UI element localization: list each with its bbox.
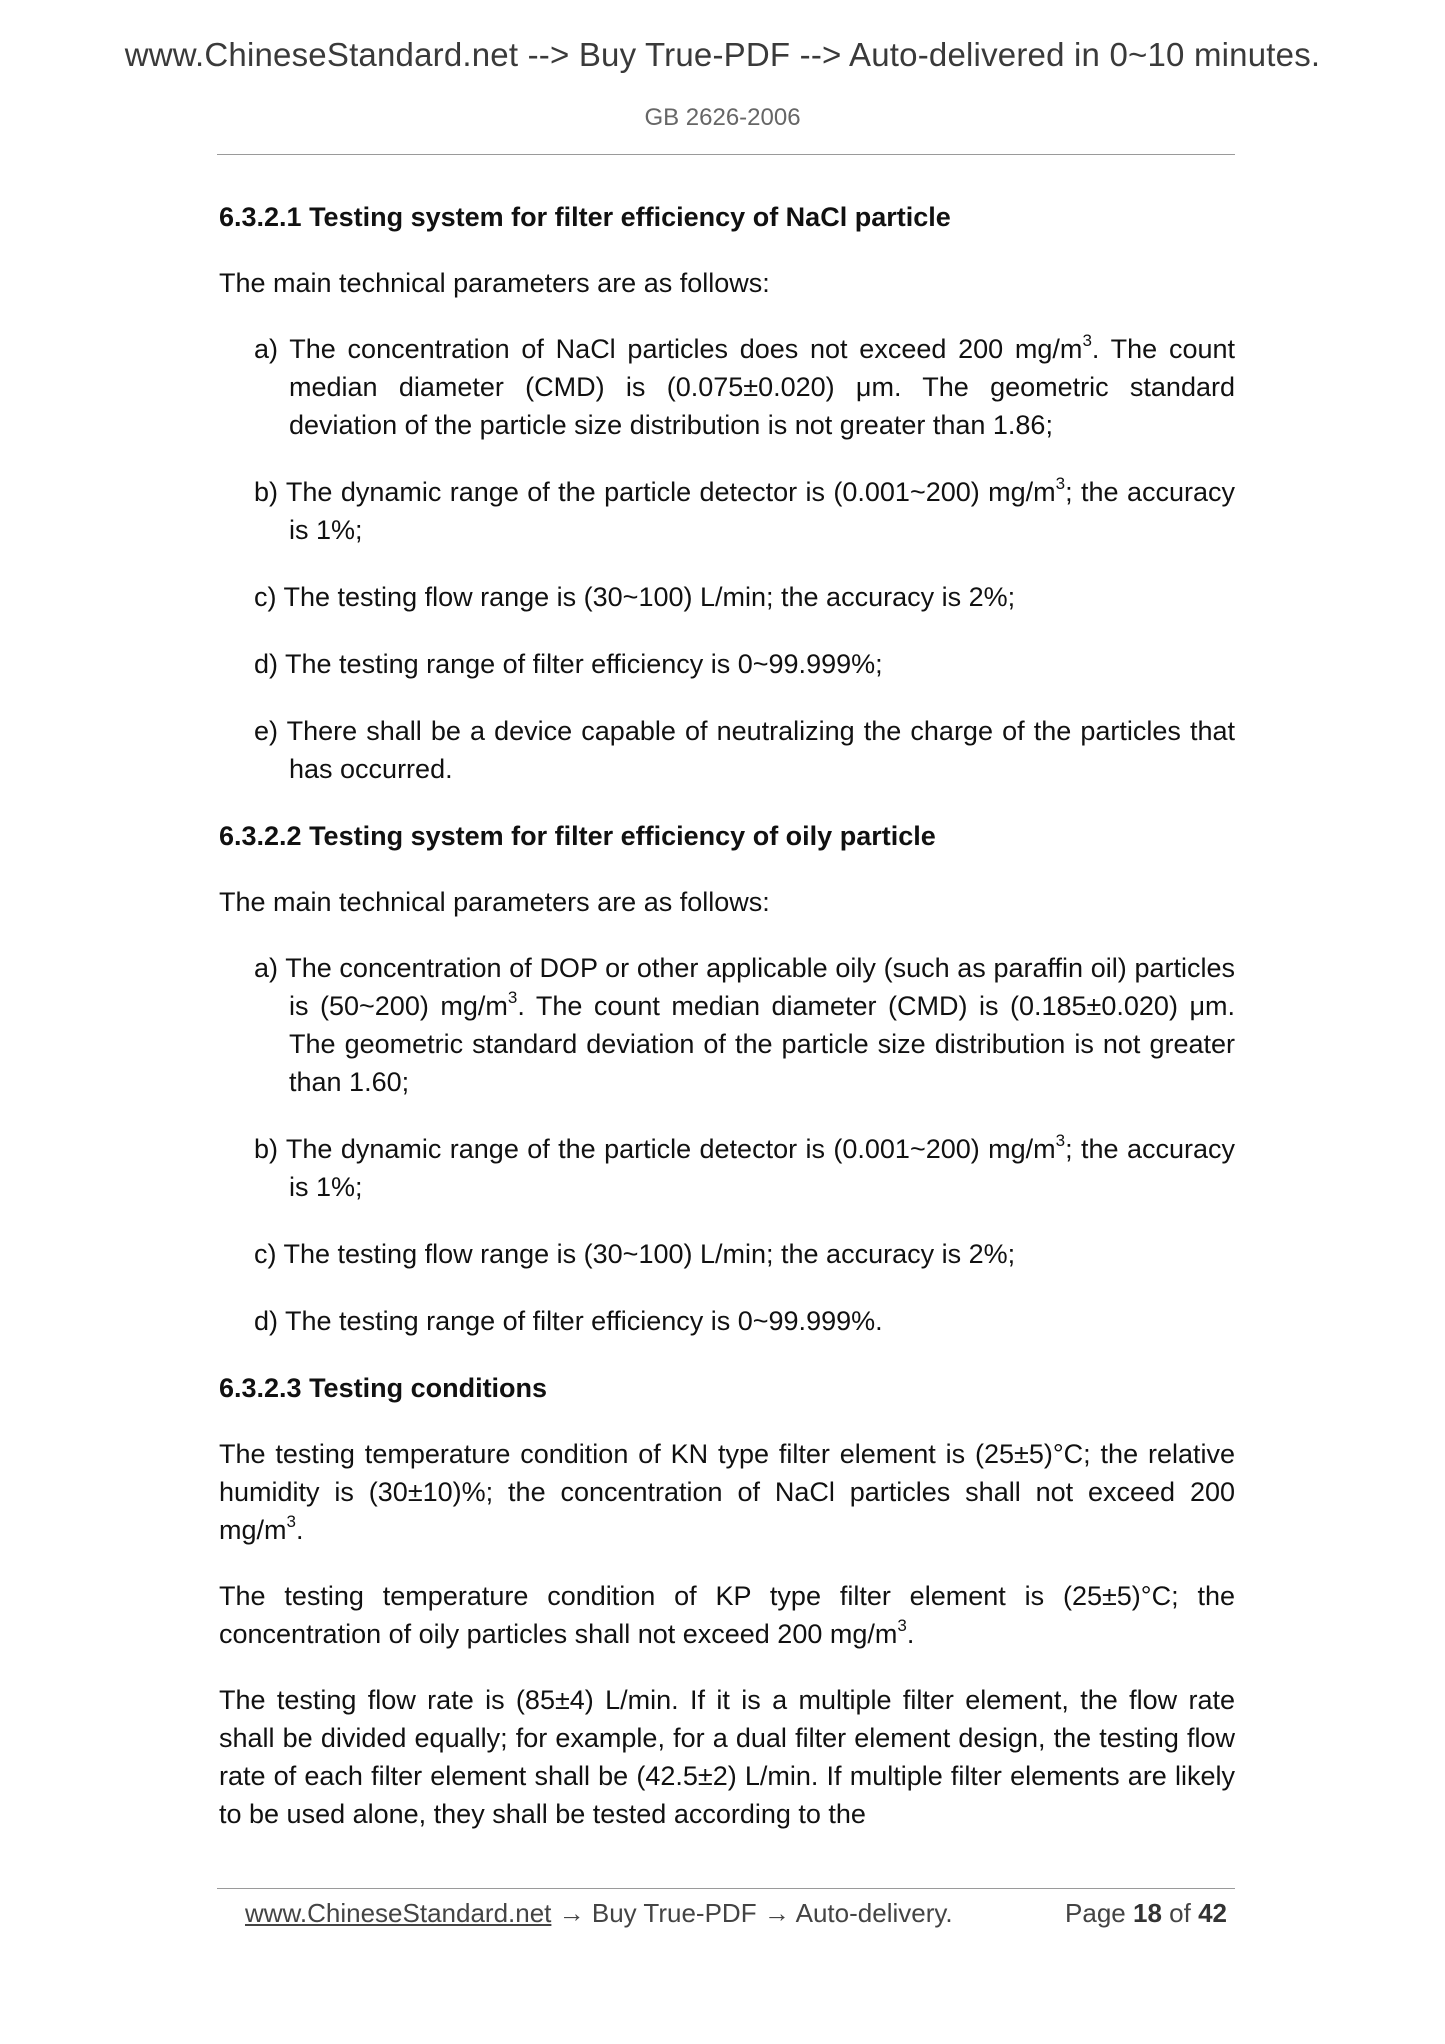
- paragraph: The testing temperature condition of KP type filter element is (25±5)°C; the concentration of oily particles shall not exceed 200 $mg/m^3$.: [219, 1581, 1235, 1649]
- page-footer: [245, 1898, 1235, 1929]
- footer-buy-text: Buy True-PDF: [591, 1898, 757, 1928]
- list-item: b) The dynamic range of the particle detector is (0.001~200) $mg/m^3$; the accuracy is 1%;: [254, 1131, 1235, 1202]
- paragraph: The main technical parameters are as follows:: [219, 268, 770, 298]
- page-number: 18: [1133, 1898, 1162, 1928]
- list-item: d) The testing range of filter efficiency is 0~99.999%.: [254, 1306, 883, 1336]
- header-divider: [217, 154, 1235, 155]
- section-heading-6-3-2-2: 6.3.2.2 Testing system for filter efficiency of oily particle: [219, 821, 936, 851]
- list-item: a) The concentration of DOP or other applicable oily (such as paraffin oil) particles is (50~200) $mg/m^3$. The count median diameter (CMD) is (0.185±0.020) μm. The geometric standard deviation of the particle size distribution is not greater than 1.60;: [254, 953, 1235, 1097]
- page-indicator: Page 18 of 42: [1065, 1898, 1227, 1928]
- list-item: c) The testing flow range is (30~100) L/min; the accuracy is 2%;: [254, 1239, 1016, 1269]
- list-item: a) The concentration of NaCl particles does not exceed 200 $mg/m^3$. The count median diameter (CMD) is (0.075±0.020) μm. The geometric standard deviation of the particle size distribution is not greater than 1.86;: [254, 331, 1235, 440]
- site-banner: www.ChineseStandard.net --> Buy True-PDF --> Auto-delivered in 0~10 minutes.: [124, 36, 1321, 73]
- footer-auto-text: Auto-delivery.: [795, 1898, 953, 1928]
- arrow-icon: →: [763, 1898, 790, 1928]
- list-item: c) The testing flow range is (30~100) L/min; the accuracy is 2%;: [254, 582, 1016, 612]
- paragraph: The main technical parameters are as follows:: [219, 887, 770, 917]
- section-heading-6-3-2-3: 6.3.2.3 Testing conditions: [219, 1373, 548, 1403]
- footer-divider: [217, 1888, 1235, 1889]
- list-item: b) The dynamic range of the particle detector is (0.001~200) $mg/m^3$; the accuracy is 1%;: [254, 474, 1235, 545]
- document-body: [219, 198, 1235, 1861]
- paragraph: The testing flow rate is (85±4) L/min. If it is a multiple filter element, the flow rate shall be divided equally; for example, for a dual filter element design, the testing flow rate of each filter element shall be (42.5±2) L/min. If multiple filter elements are likely to be used alone, they shall be tested according to the: [219, 1685, 1235, 1829]
- section-heading-6-3-2-1: 6.3.2.1 Testing system for filter efficiency of NaCl particle: [219, 202, 951, 232]
- arrow-icon: →: [558, 1898, 585, 1928]
- page-total: 42: [1198, 1898, 1227, 1928]
- list-item: d) The testing range of filter efficiency is 0~99.999%;: [254, 649, 883, 679]
- standard-code: GB 2626-2006: [644, 104, 801, 131]
- footer-site-link[interactable]: www.ChineseStandard.net: [245, 1898, 552, 1928]
- list-item: e) There shall be a device capable of neutralizing the charge of the particles that has occurred.: [254, 716, 1235, 784]
- paragraph: The testing temperature condition of KN type filter element is (25±5)°C; the relative humidity is (30±10)%; the concentration of NaCl particles shall not exceed 200 $mg/m^3$.: [219, 1439, 1235, 1545]
